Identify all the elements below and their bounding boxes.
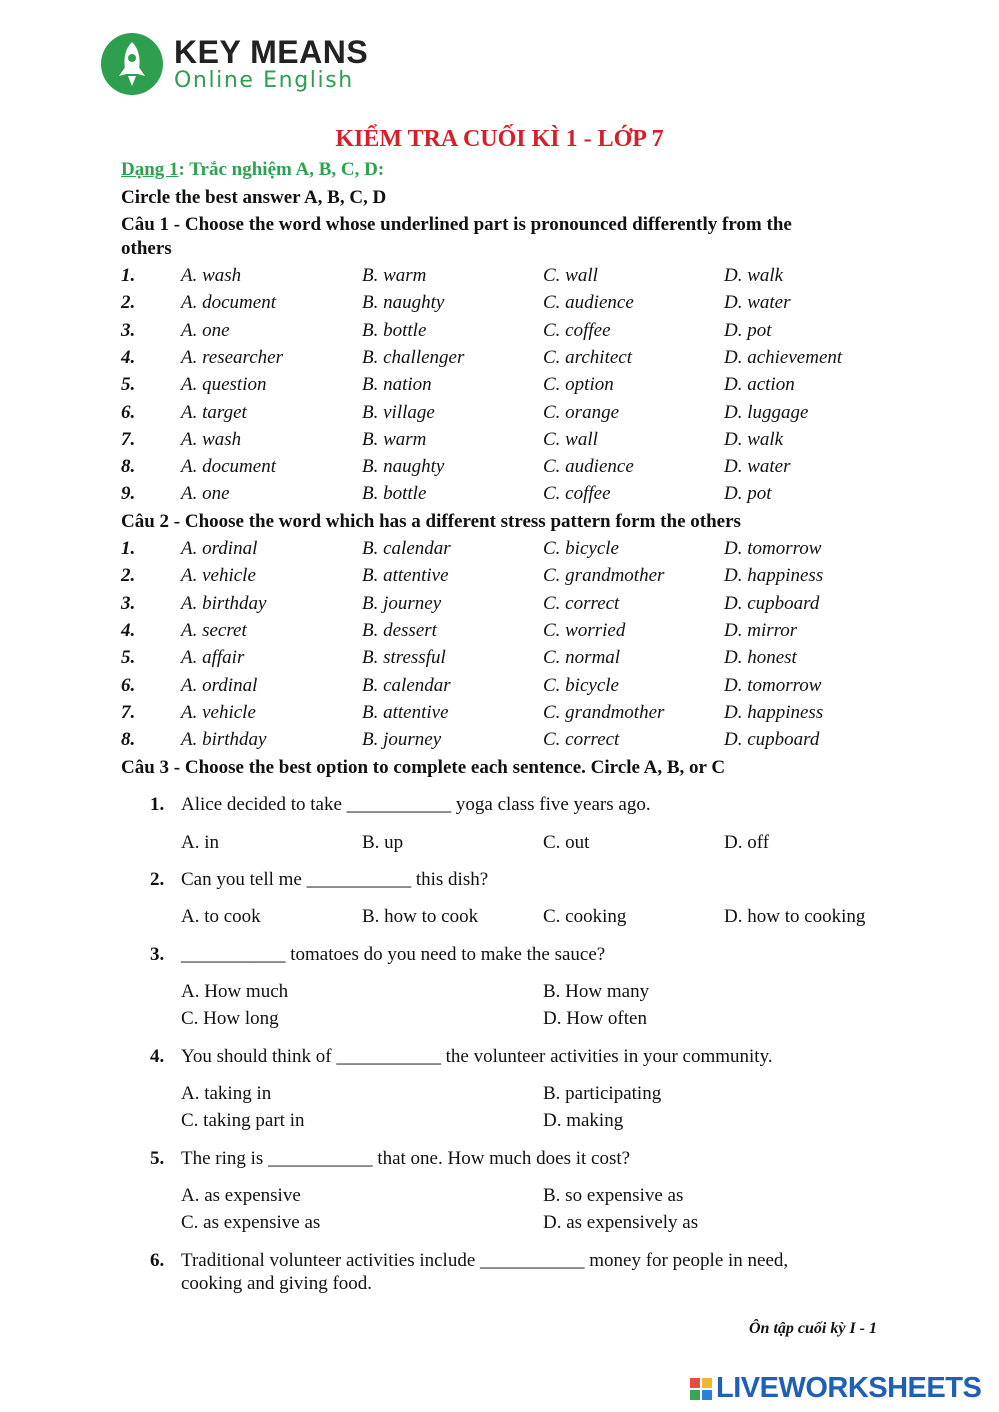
option[interactable]: D. as expensively as bbox=[543, 1212, 699, 1233]
option[interactable]: C. as expensive as bbox=[181, 1212, 321, 1233]
row-number: 5. bbox=[121, 374, 136, 396]
liveworksheets-watermark bbox=[690, 1372, 981, 1405]
option[interactable]: C. cooking bbox=[543, 906, 627, 927]
choice-option[interactable]: C. grandmother bbox=[543, 701, 665, 723]
choice-option[interactable]: A. secret bbox=[181, 619, 247, 641]
option[interactable]: B. participating bbox=[543, 1083, 662, 1104]
row-number: 4. bbox=[121, 346, 136, 368]
question-number: 2. bbox=[150, 869, 165, 890]
choice-option[interactable]: B. bottle bbox=[362, 483, 427, 505]
choice-option[interactable]: C. grandmother bbox=[543, 565, 665, 587]
choice-option[interactable]: D. action bbox=[724, 374, 795, 396]
choice-option[interactable]: D. achievement bbox=[724, 346, 843, 368]
choice-option[interactable]: A. affair bbox=[181, 647, 245, 669]
question-text: ___________ tomatoes do you need to make the sauce? bbox=[181, 944, 606, 965]
logo-subtitle: Online English bbox=[174, 68, 354, 93]
choice-option[interactable]: C. architect bbox=[543, 346, 632, 368]
choice-option[interactable]: C. correct bbox=[543, 729, 620, 751]
choice-option[interactable]: D. walk bbox=[724, 265, 784, 286]
choice-option[interactable]: A. wash bbox=[181, 428, 242, 450]
liveworksheets-icon bbox=[690, 1378, 712, 1400]
choice-option[interactable]: C. normal bbox=[543, 647, 621, 669]
row-number: 2. bbox=[121, 292, 136, 314]
page-title: KIỂM TRA CUỐI KÌ 1 - LỚP 7 bbox=[335, 126, 664, 152]
choice-option[interactable]: B. naughty bbox=[362, 456, 445, 478]
row-number: 6. bbox=[121, 401, 136, 423]
cau1-heading-cont: others bbox=[121, 238, 172, 259]
question-number: 3. bbox=[150, 944, 165, 965]
rocket-logo-icon bbox=[100, 32, 164, 96]
row-number: 2. bbox=[121, 565, 136, 587]
option[interactable]: B. up bbox=[362, 832, 404, 853]
row-number: 7. bbox=[121, 428, 136, 450]
question-number: 1. bbox=[150, 794, 165, 815]
section-description: : Trắc nghiệm A, B, C, D: bbox=[178, 159, 385, 180]
option[interactable]: B. how to cook bbox=[362, 906, 479, 927]
section-label bbox=[121, 159, 384, 181]
question bbox=[150, 1250, 788, 1272]
choice-option[interactable]: C. wall bbox=[543, 265, 598, 286]
choice-option[interactable]: C. wall bbox=[543, 428, 598, 450]
row-number: 9. bbox=[121, 483, 136, 505]
option[interactable]: D. How often bbox=[543, 1008, 647, 1029]
choice-option[interactable]: A. researcher bbox=[181, 346, 284, 368]
option[interactable]: C. out bbox=[543, 832, 590, 853]
row-number: 1. bbox=[121, 538, 136, 559]
choice-option[interactable]: B. warm bbox=[362, 428, 427, 450]
instruction: Circle the best answer A, B, C, D bbox=[121, 187, 387, 208]
question-text: Can you tell me ___________ this dish? bbox=[181, 869, 489, 890]
option[interactable]: A. How much bbox=[181, 981, 289, 1002]
choice-option[interactable]: A. ordinal bbox=[181, 538, 258, 559]
choice-option[interactable]: C. coffee bbox=[543, 319, 611, 341]
choice-option[interactable]: A. document bbox=[181, 456, 276, 478]
choice-option[interactable]: D. happiness bbox=[724, 565, 824, 587]
choice-option[interactable]: A. question bbox=[181, 374, 267, 396]
choice-option[interactable]: B. village bbox=[362, 401, 435, 423]
choice-option[interactable]: C. worried bbox=[543, 619, 626, 641]
row-number: 3. bbox=[121, 319, 136, 341]
choice-option[interactable]: A. vehicle bbox=[181, 565, 256, 587]
choice-option[interactable]: C. correct bbox=[543, 592, 620, 614]
choice-option[interactable]: D. mirror bbox=[724, 619, 798, 641]
choice-option[interactable]: B. calendar bbox=[362, 674, 451, 696]
key-means-logo bbox=[100, 32, 368, 96]
question bbox=[150, 1148, 630, 1170]
option[interactable]: B. so expensive as bbox=[543, 1185, 684, 1206]
option[interactable]: A. as expensive bbox=[181, 1185, 301, 1206]
choice-option[interactable]: B. stressful bbox=[362, 647, 446, 669]
question-text-cont: cooking and giving food. bbox=[181, 1273, 373, 1294]
question bbox=[150, 1046, 773, 1068]
option[interactable]: D. making bbox=[543, 1110, 624, 1131]
choice-option[interactable]: D. honest bbox=[724, 647, 797, 669]
option[interactable]: D. off bbox=[724, 832, 770, 853]
row-number: 5. bbox=[121, 647, 136, 669]
choice-option[interactable]: D. cupboard bbox=[724, 592, 820, 614]
choice-option[interactable]: B. journey bbox=[362, 592, 442, 614]
choice-option[interactable]: A. target bbox=[181, 401, 247, 423]
choice-option[interactable]: B. nation bbox=[362, 374, 432, 396]
option[interactable]: A. to cook bbox=[181, 906, 261, 927]
question bbox=[150, 944, 605, 966]
choice-option[interactable]: D. cupboard bbox=[724, 729, 820, 751]
question-text: Alice decided to take ___________ yoga class five years ago. bbox=[181, 794, 651, 815]
row-number: 1. bbox=[121, 265, 136, 286]
choice-option[interactable]: A. wash bbox=[181, 265, 242, 286]
choice-option[interactable]: A. one bbox=[181, 319, 230, 341]
question-number: 6. bbox=[150, 1250, 165, 1271]
choice-option[interactable]: B. journey bbox=[362, 729, 442, 751]
choice-option[interactable]: B. challenger bbox=[362, 346, 465, 368]
choice-option[interactable]: D. walk bbox=[724, 428, 784, 450]
choice-option[interactable]: A. one bbox=[181, 483, 230, 505]
choice-option[interactable]: A. vehicle bbox=[181, 701, 256, 723]
choice-option[interactable]: D. pot bbox=[724, 483, 772, 505]
choice-option[interactable]: C. orange bbox=[543, 401, 619, 423]
choice-option[interactable]: D. water bbox=[724, 292, 791, 314]
choice-option[interactable]: C. bicycle bbox=[543, 674, 619, 696]
choice-option[interactable]: B. dessert bbox=[362, 619, 437, 641]
cau1-heading: Câu 1 - Choose the word whose underlined part is pronounced differently from the bbox=[121, 214, 792, 235]
choice-option[interactable]: A. birthday bbox=[181, 729, 267, 751]
cau3-heading: Câu 3 - Choose the best option to complete each sentence. Circle A, B, or C bbox=[121, 757, 726, 778]
choice-option[interactable]: D. pot bbox=[724, 319, 772, 341]
choice-option[interactable]: B. warm bbox=[362, 265, 427, 286]
option[interactable]: C. taking part in bbox=[181, 1110, 305, 1131]
choice-option[interactable]: C. audience bbox=[543, 292, 634, 314]
choice-option[interactable]: D. tomorrow bbox=[724, 538, 822, 559]
question bbox=[150, 869, 488, 891]
choice-option[interactable]: B. attentive bbox=[362, 701, 449, 723]
row-number: 6. bbox=[121, 674, 136, 696]
section-number: Dạng 1 bbox=[121, 159, 179, 180]
choice-option[interactable]: D. tomorrow bbox=[724, 674, 822, 696]
liveworksheets-text: LIVEWORKSHEETS bbox=[716, 1372, 982, 1404]
choice-option[interactable]: B. naughty bbox=[362, 292, 445, 314]
row-number: 4. bbox=[121, 619, 136, 641]
choice-option[interactable]: D. luggage bbox=[724, 401, 809, 423]
choice-option[interactable]: C. option bbox=[543, 374, 614, 396]
row-number: 7. bbox=[121, 701, 136, 723]
option[interactable]: C. How long bbox=[181, 1008, 279, 1029]
logo-title: KEY MEANS bbox=[174, 34, 369, 70]
choice-option[interactable]: D. water bbox=[724, 456, 791, 478]
option[interactable]: B. How many bbox=[543, 981, 650, 1002]
question-text: The ring is ___________ that one. How much does it cost? bbox=[181, 1148, 631, 1169]
question-number: 5. bbox=[150, 1148, 165, 1169]
choice-option[interactable]: C. coffee bbox=[543, 483, 611, 505]
row-number: 8. bbox=[121, 456, 136, 478]
option[interactable]: A. in bbox=[181, 832, 219, 853]
choice-option[interactable]: B. attentive bbox=[362, 565, 449, 587]
choice-option[interactable]: C. audience bbox=[543, 456, 634, 478]
cau2-heading: Câu 2 - Choose the word which has a different stress pattern form the others bbox=[121, 511, 741, 532]
question-text: You should think of ___________ the volunteer activities in your community. bbox=[181, 1046, 773, 1067]
question-number: 4. bbox=[150, 1046, 165, 1067]
choice-option[interactable]: B. calendar bbox=[362, 538, 451, 559]
question bbox=[150, 794, 651, 816]
choice-option[interactable]: A. birthday bbox=[181, 592, 267, 614]
row-number: 8. bbox=[121, 729, 136, 751]
choice-option[interactable]: A. document bbox=[181, 292, 276, 314]
row-number: 3. bbox=[121, 592, 136, 614]
choice-option[interactable]: B. bottle bbox=[362, 319, 427, 341]
choice-option[interactable]: A. ordinal bbox=[181, 674, 258, 696]
page-footer: Ôn tập cuối kỳ I - 1 bbox=[749, 1320, 877, 1337]
option[interactable]: A. taking in bbox=[181, 1083, 272, 1104]
choice-option[interactable]: D. happiness bbox=[724, 701, 824, 723]
question-text: Traditional volunteer activities include ___________ money for people in need, bbox=[181, 1250, 789, 1271]
choice-option[interactable]: C. bicycle bbox=[543, 538, 619, 559]
option[interactable]: D. how to cooking bbox=[724, 906, 866, 927]
